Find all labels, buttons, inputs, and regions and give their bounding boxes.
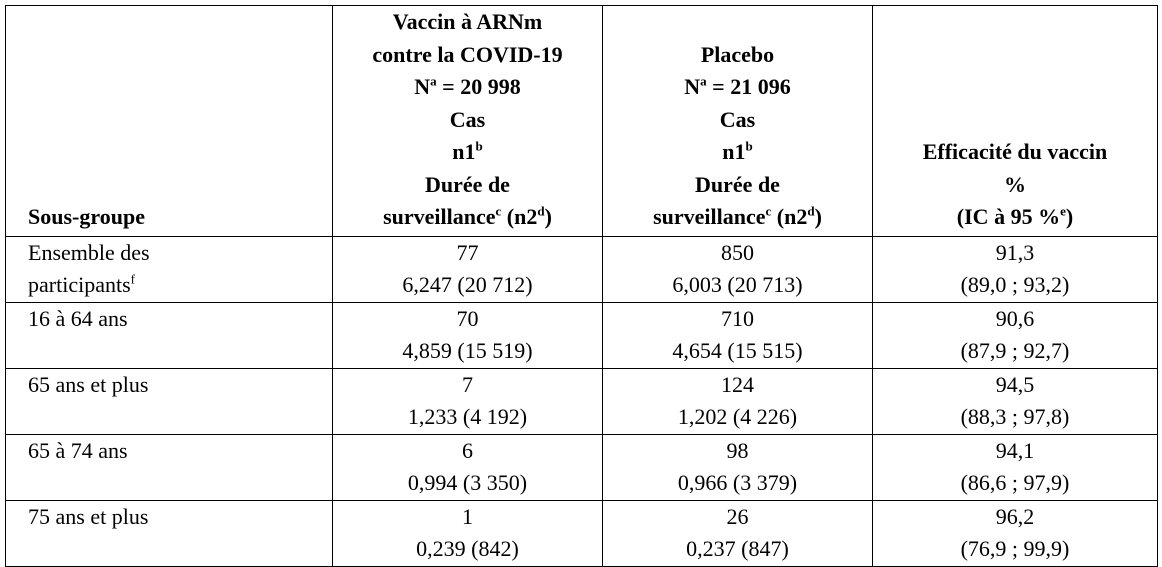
header-efficacy-line3: (IC à 95 %$^e$) — [956, 203, 1074, 229]
header-subgroup-label: Sous-groupe — [28, 204, 145, 229]
placebo-cell — [603, 236, 873, 302]
vaccine-duration: 4,859 (15 519) — [402, 338, 533, 363]
header-vaccine-line1: Vaccin à ARNm — [392, 9, 543, 34]
row-label-line1: 75 ans et plus — [28, 503, 149, 529]
efficacy-ci: (87,9 ; 92,7) — [960, 338, 1070, 363]
header-efficacy-line2: % — [1004, 171, 1026, 197]
row-label — [6, 236, 333, 302]
header-vaccine-duration2: surveillance$^c$ (n2$^d$) — [383, 203, 552, 229]
efficacy-ci: (89,0 ; 93,2) — [960, 272, 1070, 297]
placebo-cases: 710 — [721, 305, 754, 331]
header-vaccine-line2: contre la COVID-19 — [372, 41, 563, 67]
efficacy-value: 96,2 — [995, 503, 1035, 529]
row-label-line1: Ensemble des — [28, 239, 150, 265]
efficacy-value: 90,6 — [995, 305, 1035, 331]
placebo-cases: 124 — [721, 371, 754, 397]
row-label-line2: participants$^f$ — [28, 271, 135, 297]
vaccine-duration: 0,994 (3 350) — [407, 470, 528, 495]
efficacy-value: 94,5 — [995, 371, 1035, 397]
efficacy-cell — [873, 302, 1158, 368]
vaccine-cell — [333, 368, 603, 434]
header-placebo-n: $N^a = 21$ 096 — [684, 73, 791, 99]
vaccine-cases: 7 — [462, 371, 473, 397]
placebo-cell — [603, 434, 873, 500]
header-placebo-cases: Cas — [719, 106, 756, 132]
table-row — [6, 302, 1158, 368]
efficacy-table — [5, 5, 1158, 567]
vaccine-cell — [333, 302, 603, 368]
vaccine-cases: 70 — [456, 305, 479, 331]
row-label — [6, 434, 333, 500]
placebo-cell — [603, 302, 873, 368]
table-row — [6, 368, 1158, 434]
header-placebo-duration2: surveillance$^c$ (n2$^d$) — [653, 203, 822, 229]
vaccine-cell — [333, 434, 603, 500]
efficacy-cell — [873, 236, 1158, 302]
efficacy-cell — [873, 368, 1158, 434]
placebo-cases: 26 — [726, 503, 749, 529]
vaccine-cases: 77 — [456, 239, 479, 265]
vaccine-cell — [333, 500, 603, 566]
header-vaccine-n1: n1$^b$ — [452, 138, 483, 164]
placebo-duration: 4,654 (15 515) — [672, 338, 803, 363]
header-row — [6, 6, 1158, 237]
efficacy-value: 94,1 — [995, 437, 1035, 463]
header-efficacy — [873, 6, 1158, 237]
vaccine-cell — [333, 236, 603, 302]
header-placebo-n1: n1$^b$ — [722, 138, 753, 164]
efficacy-cell — [873, 434, 1158, 500]
header-efficacy-line1: Efficacité du vaccin — [922, 139, 1108, 164]
placebo-duration: 0,966 (3 379) — [677, 470, 798, 495]
placebo-cell — [603, 500, 873, 566]
placebo-cell — [603, 368, 873, 434]
header-subgroup — [6, 6, 333, 237]
table-row — [6, 500, 1158, 566]
header-placebo — [603, 6, 873, 237]
row-label-line1: 65 à 74 ans — [28, 437, 128, 463]
efficacy-cell — [873, 500, 1158, 566]
efficacy-ci: (86,6 ; 97,9) — [960, 470, 1070, 495]
table-row — [6, 236, 1158, 302]
header-placebo-duration1: Durée de — [695, 171, 780, 197]
row-label — [6, 368, 333, 434]
vaccine-duration: 1,233 (4 192) — [407, 404, 528, 429]
header-placebo-line1: Placebo — [700, 41, 775, 67]
placebo-duration: 6,003 (20 713) — [672, 272, 803, 297]
table-row — [6, 434, 1158, 500]
row-label — [6, 500, 333, 566]
placebo-cases: 850 — [721, 239, 754, 265]
placebo-duration: 0,237 (847) — [686, 536, 789, 561]
efficacy-ci: (88,3 ; 97,8) — [960, 404, 1070, 429]
vaccine-duration: 6,247 (20 712) — [402, 272, 533, 297]
placebo-cases: 98 — [726, 437, 749, 463]
efficacy-value: 91,3 — [995, 239, 1035, 265]
header-vaccine — [333, 6, 603, 237]
vaccine-cases: 1 — [462, 503, 473, 529]
header-vaccine-cases: Cas — [449, 106, 486, 132]
header-vaccine-n: $N^a = 20$ 998 — [414, 73, 521, 99]
placebo-duration: 1,202 (4 226) — [677, 404, 798, 429]
row-label-line1: 16 à 64 ans — [28, 305, 128, 331]
vaccine-duration: 0,239 (842) — [416, 536, 519, 561]
header-vaccine-duration1: Durée de — [425, 171, 510, 197]
efficacy-ci: (76,9 ; 99,9) — [960, 536, 1070, 561]
row-label-line1: 65 ans et plus — [28, 371, 149, 397]
row-label — [6, 302, 333, 368]
vaccine-cases: 6 — [462, 437, 473, 463]
